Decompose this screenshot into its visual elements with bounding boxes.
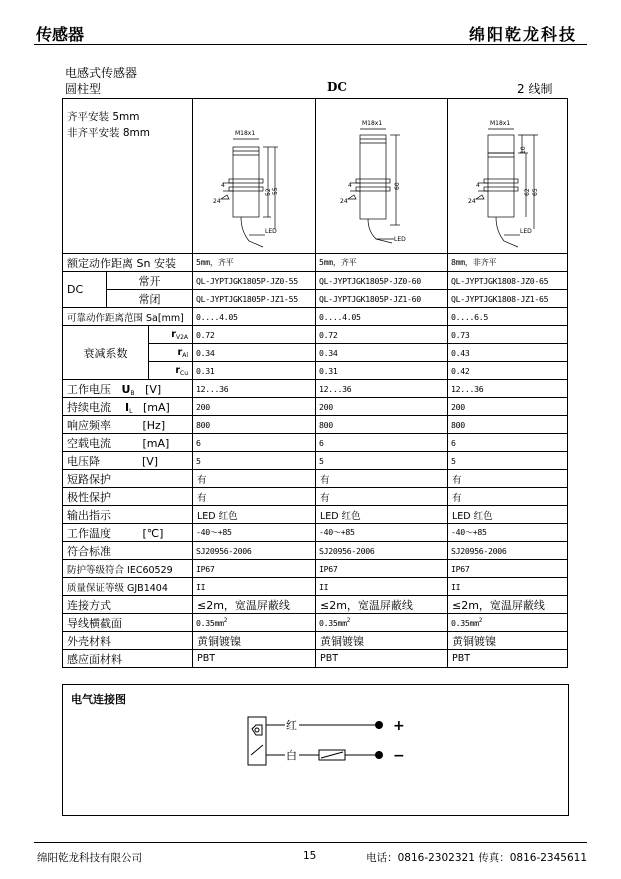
table-cell: 800 xyxy=(448,416,568,434)
table-row xyxy=(63,434,568,452)
table-cell: 6 xyxy=(316,434,448,452)
att-sym-r: r xyxy=(171,328,176,340)
table-cell: 有 xyxy=(448,488,568,506)
table-cell: -40～+85 xyxy=(193,524,316,542)
table-cell: PBT xyxy=(316,650,448,668)
att-sub: V2A xyxy=(175,333,188,341)
table-cell: QL-JYPTJGK1808-JZ1-65 xyxy=(448,290,568,308)
row-label-no: 常开 xyxy=(107,272,193,290)
row-label-dc: DC xyxy=(63,272,107,308)
table-cell: QL-JYPTJGK1808-JZ0-65 xyxy=(448,272,568,290)
att-sub: Al xyxy=(182,351,188,359)
sensor-head-icon xyxy=(252,725,262,735)
table-row xyxy=(63,560,568,578)
footer-divider xyxy=(34,842,587,843)
table-row xyxy=(63,326,568,344)
row-label-idle xyxy=(63,434,193,452)
table-cell: PBT xyxy=(448,650,568,668)
table-cell: 5mm，齐平 xyxy=(316,254,448,272)
drawing-2-led: LED xyxy=(394,236,406,243)
table-row xyxy=(63,578,568,596)
wire-red-label: 红 xyxy=(286,719,297,732)
table-cell: 8mm，非齐平 xyxy=(448,254,568,272)
table-row xyxy=(63,398,568,416)
table-cell: IP67 xyxy=(316,560,448,578)
table-cell: 有 xyxy=(316,470,448,488)
table-cell: 黄铜镀镍 xyxy=(193,632,316,650)
drawing-1-led: LED xyxy=(265,228,277,235)
wire-value: 0.35mm xyxy=(196,618,224,628)
table-cell: II xyxy=(193,578,316,596)
row-label-current xyxy=(63,398,193,416)
header-divider xyxy=(34,44,587,45)
drawing-3 xyxy=(448,99,568,254)
label-text: 空载电流 xyxy=(67,436,111,450)
row-label-temp xyxy=(63,524,193,542)
table-cell: 200 xyxy=(448,398,568,416)
table-row xyxy=(63,596,568,614)
table-cell: 200 xyxy=(316,398,448,416)
drawing-1-d2: 24 xyxy=(213,198,221,205)
table-cell xyxy=(448,614,568,632)
label-text: 电压降 xyxy=(67,454,100,468)
table-cell: ≤2m，宽温屏蔽线 xyxy=(448,596,568,614)
table-cell: 有 xyxy=(193,470,316,488)
table-cell: 0.31 xyxy=(316,362,448,380)
table-cell: 6 xyxy=(193,434,316,452)
row-label-sa: 可靠动作距离范围 Sa[mm] xyxy=(63,308,193,326)
product-category: 电感式传感器 xyxy=(65,66,138,80)
row-label-polar: 极性保护 xyxy=(63,488,193,506)
drawing-3-inner: 62 xyxy=(524,188,531,196)
table-row xyxy=(63,380,568,398)
table-cell: 有 xyxy=(448,470,568,488)
minus-label: − xyxy=(393,748,405,764)
row-label-freq xyxy=(63,416,193,434)
drawing-3-d1: 4 xyxy=(476,182,480,189)
drawing-3-led: LED xyxy=(520,228,532,235)
table-cell: 黄铜镀镍 xyxy=(316,632,448,650)
row-label-drop xyxy=(63,452,193,470)
label-text: 工作温度 xyxy=(67,526,111,540)
table-cell: 有 xyxy=(316,488,448,506)
table-cell: 12...36 xyxy=(316,380,448,398)
table-cell: 有 xyxy=(193,488,316,506)
table-cell: 0.72 xyxy=(193,326,316,344)
table-cell: II xyxy=(448,578,568,596)
table-row xyxy=(63,542,568,560)
row-label-nc: 常闭 xyxy=(107,290,193,308)
unit: [V] xyxy=(145,382,162,396)
unit: [mA] xyxy=(142,400,170,414)
table-cell: 0....6.5 xyxy=(448,308,568,326)
symbol: I xyxy=(125,400,130,414)
table-cell: 0.34 xyxy=(193,344,316,362)
sensor-drawing-2 xyxy=(316,99,447,253)
table-cell xyxy=(193,614,316,632)
att-sym xyxy=(149,362,193,380)
row-label-conn: 连接方式 xyxy=(63,596,193,614)
table-cell: QL-JYPTJGK1805P-JZ0-55 xyxy=(193,272,316,290)
table-cell: 6 xyxy=(448,434,568,452)
table-cell: 12...36 xyxy=(193,380,316,398)
sensor-symbol xyxy=(248,717,266,765)
row-label-sn: 额定动作距离 Sn 安装 xyxy=(63,254,193,272)
sensor-drawing-1 xyxy=(193,99,315,253)
drawing-2 xyxy=(316,99,448,254)
table-row xyxy=(63,254,568,272)
table-cell: 0.73 xyxy=(448,326,568,344)
att-sym-r: r xyxy=(175,364,180,376)
header-right: 绵阳乾龙科技 xyxy=(468,25,577,44)
drawing-1 xyxy=(193,99,316,254)
mounting-cell xyxy=(63,99,193,254)
row-label-ip: 防护等级符合 IEC60529 xyxy=(63,560,193,578)
row-label-voltage xyxy=(63,380,193,398)
drawing-2-d1: 4 xyxy=(348,182,352,189)
label-text: 响应频率 xyxy=(67,418,111,432)
wire-value: 0.35mm xyxy=(319,618,347,628)
table-cell: 0.34 xyxy=(316,344,448,362)
table-cell: 0....4.05 xyxy=(316,308,448,326)
att-sub: Cu xyxy=(180,369,188,377)
table-cell: SJ20956-2006 xyxy=(193,542,316,560)
sensor-drawing-3 xyxy=(448,99,567,253)
symbol-sub: B xyxy=(130,389,135,397)
table-cell: 0.31 xyxy=(193,362,316,380)
drawing-3-thread: M18x1 xyxy=(490,120,511,127)
symbol-sub: L xyxy=(129,407,133,415)
att-sym xyxy=(149,344,193,362)
row-label-att: 衰减系数 xyxy=(63,326,149,380)
table-cell: SJ20956-2006 xyxy=(448,542,568,560)
table-cell: -40～+85 xyxy=(316,524,448,542)
att-sym-r: r xyxy=(177,346,183,358)
table-cell: LED 红色 xyxy=(316,506,448,524)
table-cell: LED 红色 xyxy=(193,506,316,524)
spec-table xyxy=(62,98,568,668)
table-cell: PBT xyxy=(193,650,316,668)
table-cell: ≤2m，宽温屏蔽线 xyxy=(316,596,448,614)
unit: [Hz] xyxy=(142,418,166,432)
table-cell: LED 红色 xyxy=(448,506,568,524)
wire-sup: 2 xyxy=(478,617,483,624)
drawing-1-d1: 4 xyxy=(221,182,225,189)
table-row xyxy=(63,308,568,326)
electrical-diagram-title: 电气连接图 xyxy=(71,693,126,706)
table-cell: QL-JYPTJGK1805P-JZ1-55 xyxy=(193,290,316,308)
wire-white-label: 白 xyxy=(286,749,297,762)
table-cell: 200 xyxy=(193,398,316,416)
row-label-led: 输出指示 xyxy=(63,506,193,524)
row-label-std: 符合标准 xyxy=(63,542,193,560)
table-cell: 0....4.05 xyxy=(193,308,316,326)
table-row xyxy=(63,506,568,524)
footer-contact: 电话：0816-2302321 传真：0816-2345611 xyxy=(366,852,587,864)
footer-page-number: 15 xyxy=(303,850,317,862)
table-cell: 0.43 xyxy=(448,344,568,362)
drawing-1-inner: 52 xyxy=(265,188,272,196)
table-cell: 5mm，齐平 xyxy=(193,254,316,272)
wire-value: 0.35mm xyxy=(451,618,479,628)
table-cell: ≤2m，宽温屏蔽线 xyxy=(193,596,316,614)
table-cell: 0.42 xyxy=(448,362,568,380)
row-label-shell: 外壳材料 xyxy=(63,632,193,650)
table-cell: 黄铜镀镍 xyxy=(448,632,568,650)
drawing-3-length: 65 xyxy=(532,188,539,196)
mounting-nonflush: 非齐平安装 8mm xyxy=(67,127,150,139)
table-cell xyxy=(316,614,448,632)
table-row xyxy=(63,470,568,488)
table-cell: -40～+85 xyxy=(448,524,568,542)
table-row xyxy=(63,488,568,506)
unit: [V] xyxy=(141,454,159,468)
att-sym xyxy=(149,326,193,344)
table-cell: 0.72 xyxy=(316,326,448,344)
electrical-diagram-box xyxy=(62,684,569,816)
label-text: 持续电流 xyxy=(67,400,111,414)
plus-label: + xyxy=(393,718,405,734)
header-left: 传感器 xyxy=(36,25,85,44)
table-row xyxy=(63,272,568,290)
table-row xyxy=(63,416,568,434)
unit: [℃] xyxy=(142,526,164,540)
table-cell: 800 xyxy=(193,416,316,434)
wiring-diagram xyxy=(63,685,568,815)
table-cell: 12...36 xyxy=(448,380,568,398)
table-cell: IP67 xyxy=(448,560,568,578)
drawing-row xyxy=(63,99,568,254)
wire-sup: 2 xyxy=(346,617,351,624)
terminal-minus-icon xyxy=(375,751,383,759)
drawing-1-length: 55 xyxy=(272,187,279,195)
table-cell: IP67 xyxy=(193,560,316,578)
row-label-short: 短路保护 xyxy=(63,470,193,488)
table-cell: 5 xyxy=(448,452,568,470)
row-label-face: 感应面材料 xyxy=(63,650,193,668)
table-cell: II xyxy=(316,578,448,596)
table-cell: QL-JYPTJGK1805P-JZ0-60 xyxy=(316,272,448,290)
drawing-3-d2: 24 xyxy=(468,198,476,205)
wire-sup: 2 xyxy=(223,617,228,624)
drawing-2-d2: 24 xyxy=(340,198,348,205)
mounting-flush: 齐平安装 5mm xyxy=(67,111,140,123)
drawing-3-top: 10 xyxy=(520,146,527,154)
table-cell: SJ20956-2006 xyxy=(316,542,448,560)
table-cell: 800 xyxy=(316,416,448,434)
table-row xyxy=(63,632,568,650)
drawing-1-thread: M18x1 xyxy=(235,130,256,137)
table-row xyxy=(63,524,568,542)
supply-type: DC xyxy=(327,80,347,94)
label-text: 工作电压 xyxy=(67,382,111,396)
unit: [mA] xyxy=(142,436,170,450)
footer-company: 绵阳乾龙科技有限公司 xyxy=(37,852,142,864)
row-label-wire: 导线横截面 xyxy=(63,614,193,632)
row-label-quality: 质量保证等级 GJB1404 xyxy=(63,578,193,596)
product-shape: 圆柱型 xyxy=(65,82,102,96)
table-cell: 5 xyxy=(193,452,316,470)
table-cell: 5 xyxy=(316,452,448,470)
table-row xyxy=(63,650,568,668)
table-cell: QL-JYPTJGK1805P-JZ1-60 xyxy=(316,290,448,308)
table-row xyxy=(63,614,568,632)
terminal-plus-icon xyxy=(375,721,383,729)
wire-type: 2 线制 xyxy=(517,82,553,96)
drawing-2-length: 60 xyxy=(394,182,401,190)
drawing-2-thread: M18x1 xyxy=(362,120,383,127)
table-row xyxy=(63,290,568,308)
table-row xyxy=(63,452,568,470)
symbol: U xyxy=(121,382,131,396)
